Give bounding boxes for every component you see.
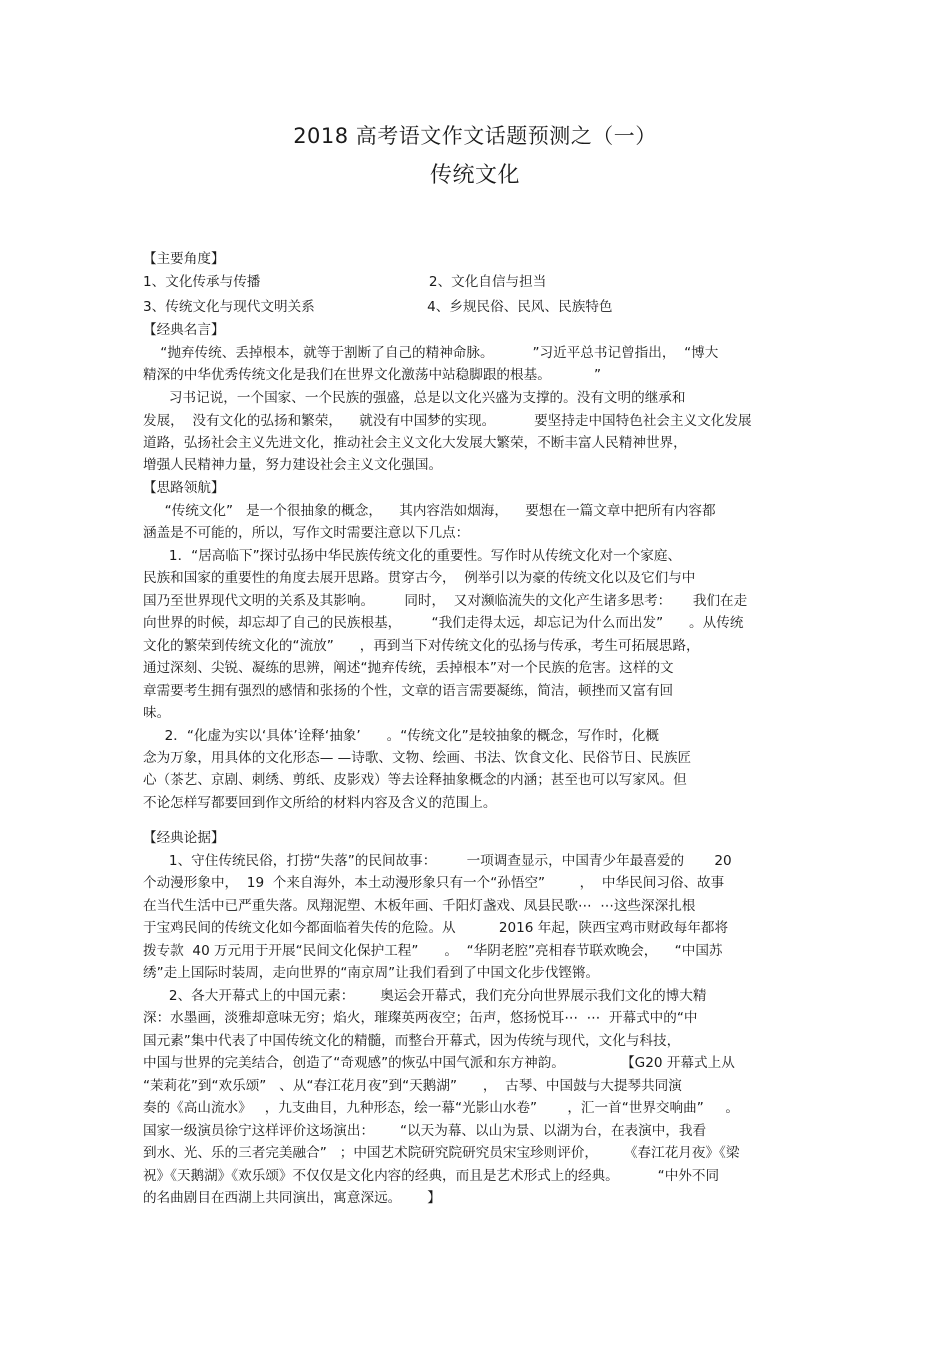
section-heading: 【经典名言】	[143, 322, 225, 338]
text-line: 于宝鸡民间的传统文化如今都面临着失传的危险。从 2016 年起，陕西宝鸡市财政每年都将	[143, 920, 729, 936]
text-line: 祝》《天鹅湖》《欢乐颂》不仅仅是文化内容的经典，而且是艺术形式上的经典。 “中外不同	[143, 1168, 720, 1184]
text-line: 不论怎样写都要回到作文所给的材料内容及含义的范围上。	[143, 795, 497, 811]
text-line: 国乃至世界现代文明的关系及其影响。 同时， 又对濒临流失的文化产生诸多思考： 我们在走	[143, 593, 748, 609]
section-heading: 【主要角度】	[143, 251, 225, 267]
text-line: 2、各大开幕式上的中国元素： 奥运会开幕式，我们充分向世界展示我们文化的博大精	[143, 988, 707, 1004]
text-line: 发展， 没有文化的弘扬和繁荣， 就没有中国梦的实现。 要坚持走中国特色社会主义文化发展	[143, 413, 752, 429]
text-line: 拨专款 40 万元用于开展“民间文化保护工程” 。 “华阴老腔”亮相春节联欢晚会， “中国苏	[143, 943, 723, 959]
text-line: “传统文化” 是一个很抽象的概念， 其内容浩如烟海， 要想在一篇文章中把所有内容都	[143, 503, 716, 519]
text-line: 国家一级演员徐宁这样评价这场演出： “以天为幕、以山为景、以湖为台，在表演中，我看	[143, 1123, 707, 1139]
document-subtitle: 传统文化	[429, 163, 520, 188]
text-line: 中国与世界的完美结合，创造了“奇观感”的恢弘中国气派和东方神韵。 【G20 开幕式上从	[143, 1055, 735, 1071]
text-line: 1．“居高临下”探讨弘扬中华民族传统文化的重要性。写作时从传统文化对一个家庭、	[143, 548, 682, 564]
text-line: 精深的中华优秀传统文化是我们在世界文化激荡中站稳脚跟的根基。 ”	[143, 367, 602, 383]
text-line: 的名曲剧目在西湖上共同演出，寓意深远。 】	[143, 1190, 441, 1206]
text-line: 奏的《高山流水》 ，九支曲目，九种形态，绘一幕“光影山水卷” ，汇一首“世界交响曲” 。	[143, 1100, 739, 1116]
text-line: 在当代生活中已严重失落。凤翔泥塑、木板年画、千阳灯盏戏、凤县民歌⋯ ⋯这些深深扎根	[143, 898, 696, 914]
text-line: 念为万象，用具体的文化形态— —诗歌、文物、绘画、书法、饮食文化、民俗节日、民族匠	[143, 750, 692, 766]
text-line: 心（茶艺、京剧、刺绣、剪纸、皮影戏）等去诠释抽象概念的内涵；甚至也可以写家风。但	[143, 772, 687, 788]
text-line: 个动漫形象中， 19 个来自海外，本土动漫形象只有一个“孙悟空” ， 中华民间习俗、故事	[143, 875, 725, 891]
document-title: 2018 高考语文作文话题预测之（一）	[293, 124, 657, 148]
text-line: 向世界的时候，却忘却了自己的民族根基， “我们走得太远，却忘记为什么而出发” 。从传统	[143, 615, 744, 631]
text-line: 深：水墨画，淡雅却意味无穷；焰火，璀璨英两夜空；缶声，悠扬悦耳⋯ ⋯ 开幕式中的“中	[143, 1010, 698, 1026]
text-line: “茉莉花”到“欢乐颂” 、从“春江花月夜”到“天鹅湖” ， 古琴、中国鼓与大提琴共同演	[143, 1078, 682, 1094]
text-line: 3、传统文化与现代文明关系 4、乡规民俗、民风、民族特色	[143, 299, 613, 315]
text-line: 民族和国家的重要性的角度去展开思路。贯穿古今， 例举引以为豪的传统文化以及它们与中	[143, 570, 696, 586]
text-line: “抛弃传统、丢掉根本，就等于割断了自己的精神命脉。 ”习近平总书记曾指出， “博大	[143, 345, 719, 361]
text-line: 到水、光、乐的三者完美融合” ；中国艺术院研究院研究员宋宝珍则评价， 《春江花月夜》《梁	[143, 1145, 740, 1161]
section-heading: 【经典论据】	[143, 830, 225, 846]
text-line: 增强人民精神力量，努力建设社会主义文化强国。	[143, 457, 443, 473]
text-line: 1、文化传承与传播 2、文化自信与担当	[143, 274, 547, 290]
text-line: 国元素”集中代表了中国传统文化的精髓，而整台开幕式，因为传统与现代，文化与科技，	[143, 1033, 681, 1049]
text-line: 章需要考生拥有强烈的感情和张扬的个性，文章的语言需要凝练，简洁，顿挫而又富有回	[143, 683, 674, 699]
text-line: 味。	[143, 705, 171, 721]
text-line: 习书记说，一个国家、一个民族的强盛，总是以文化兴盛为支撑的。没有文明的继承和	[143, 390, 686, 406]
text-line: 2．“化虚为实以‘具体’诠释‘抽象’ 。“传统文化”是较抽象的概念，写作时，化概	[143, 728, 659, 744]
text-line: 1、守住传统民俗，打捞“失落”的民间故事： 一项调查显示，中国青少年最喜爱的 20	[143, 853, 732, 869]
text-line: 道路，弘扬社会主义先进文化，推动社会主义文化大发展大繁荣，不断丰富人民精神世界，	[143, 435, 687, 451]
text-line: 涵盖是不可能的，所以，写作文时需要注意以下几点：	[143, 525, 470, 541]
text-line: 绣”走上国际时装周，走向世界的“南京周”让我们看到了中国文化步伐铿锵。	[143, 965, 600, 981]
section-heading: 【思路领航】	[143, 480, 225, 496]
text-line: 通过深刻、尖锐、凝练的思辨，阐述“抛弃传统，丢掉根本”对一个民族的危害。这样的文	[143, 660, 674, 676]
text-line: 文化的繁荣到传统文化的“流放” ，再到当下对传统文化的弘扬与传承，考生可拓展思路，	[143, 638, 700, 654]
